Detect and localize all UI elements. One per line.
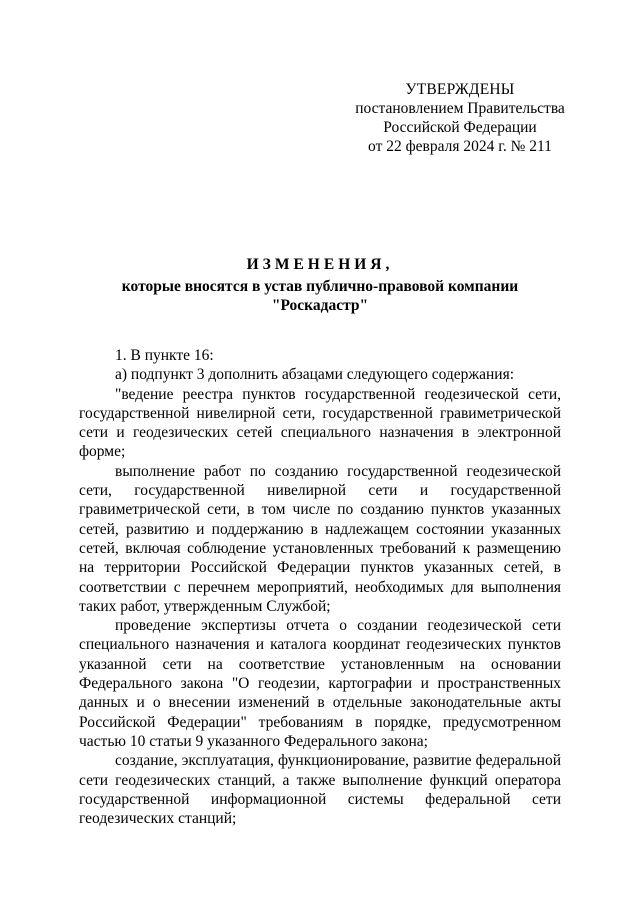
paragraph-expertise: проведение экспертизы отчета о создании геодезической сети специального назначения и каталога координат геодезических пунктов указанной сети на соответствие установленным на основании Федерального закона "О геодезии, картографии и пространственных данных и о внесении изменений в отдельные законодательные акты Российской Федерации" требованиям в порядке, предусмотренном частью 10 статьи 9 указанного Федерального закона; [79, 617, 561, 750]
approval-line-1: постановлением Правительства [355, 100, 565, 117]
document-subtitle-line-1: которые вносятся в устав публично-правовой компании [121, 278, 519, 295]
approval-title: УТВЕРЖДЕНЫ [405, 81, 515, 98]
document-title: ИЗМЕНЕНИЯ, [246, 256, 394, 273]
paragraph-stations: создание, эксплуатация, функционирование, развитие федеральной сети геодезических станций, а также выполнение функций оператора государственной информационной системы федеральной сети геодезических станций; [79, 752, 561, 828]
approval-line-2: Российской Федерации [383, 119, 537, 136]
approval-line-3: от 22 февраля 2024 г. № 211 [368, 138, 552, 155]
document-subtitle-line-2: "Роскадастр" [271, 297, 369, 314]
document-heading [80, 255, 560, 315]
paragraph-works: выполнение работ по созданию государственной геодезической сети, государственной нивелирной сети и государственной гравиметрической сети, в том числе по созданию пунктов указанных сетей, развитию и поддержанию в надлежащем состоянии указанных сетей, включая соблюдение установленных требований к размещению на территории Российской Федерации пунктов указанных сетей, в соответствии с перечнем мероприятий, необходимых для выполнения таких работ, утвержденным Службой; [79, 462, 561, 615]
paragraph-registry: "ведение реестра пунктов государственной геодезической сети, государственной нивелирной сети, государственной гравиметрической сети и геодезических сетей специального назначения в электронной форме; [79, 385, 561, 461]
paragraph-subitem-a: а) подпункт 3 дополнить абзацами следующего содержания: [115, 366, 515, 384]
paragraph-item-1: 1. В пункте 16: [115, 347, 214, 364]
document-body [79, 346, 561, 828]
approval-stamp [330, 80, 590, 156]
